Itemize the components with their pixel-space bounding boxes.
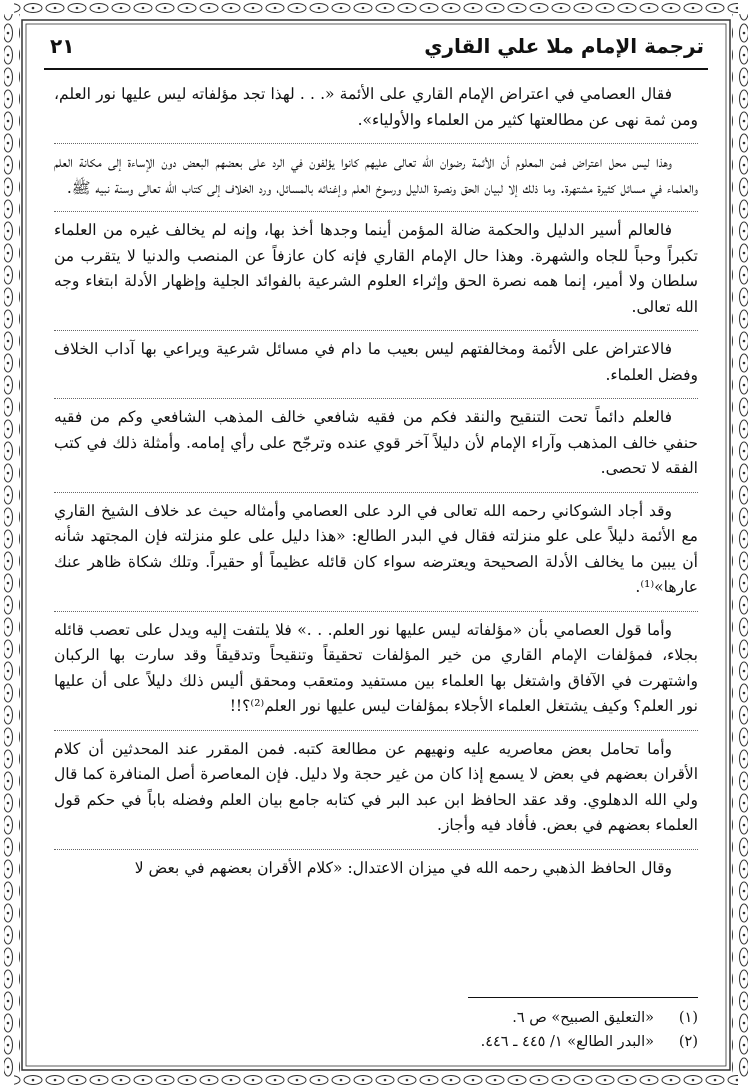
page-number: ٢١ xyxy=(50,34,75,58)
running-title: ترجمة الإمام ملا علي القاري xyxy=(424,34,704,58)
paragraph: فالاعتراض على الأئمة ومخالفتهم ليس بعيب ما دام في مسائل شرعية ويراعي بها آداب الخلاف وفضل العلماء. xyxy=(54,331,698,399)
paragraph: وقال الحافظ الذهبي رحمه الله في ميزان الاعتدال: «كلام الأقران بعضهم في بعض لا xyxy=(134,858,672,877)
text-body xyxy=(44,70,708,891)
footnote xyxy=(298,1030,698,1054)
paragraph: فالعالم أسير الدليل والحكمة ضالة المؤمن أينما وجدها أخذ بها، وإنه لم يخالف غيره من العلماء تكبراً وحباً للجاه والشهرة. وهذا حال الإمام القاري فإنه كان عازفاً عن المنصب والدنيا لا يتقرب من سلطان ولا أمير، إنما همه نصرة الحق وإثراء العلوم الشرعية بالفوائد الجلية وإظهار الأدلة ابتغاء وجه الله تعالى. xyxy=(54,212,698,331)
footnote xyxy=(298,1006,698,1030)
footnote-text: «التعليق الصبيح» ص ٦. xyxy=(512,1010,654,1026)
footnote-text: «البدر الطالع» ١/ ٤٤٥ ـ ٤٤٦. xyxy=(480,1034,654,1050)
book-page xyxy=(44,30,708,1060)
paragraph: فالعلم دائماً تحت التنقيح والنقد فكم من فقيه شافعي خالف المذهب الشافعي وكم من فقيه حنفي خالف المذهب وآراء الإمام لأن دليلاً آخر قوي عنده وترجّح على رأي إمامه. وأمثلة ذلك في كتب الفقه لا تحصى. xyxy=(54,399,698,493)
paragraph: وأما تحامل بعض معاصريه عليه ونهيهم عن مطالعة كتبه. فمن المقرر عند المحدثين أن كلام الأقران بعضهم في بعض لا يسمع إذا كان من غير حجة ولا دليل. فإن المعاصرة أصل المنافرة كما قال ولي الله الدهلوي. وقد عقد الحافظ ابن عبد البر في كتابه جامع بيان العلم وفضله باباً في حكم قول العلماء بعضهم في بعض. فأفاد فيه وأجاز. xyxy=(54,731,698,850)
footnote-number: (١) xyxy=(678,1010,698,1026)
footnotes xyxy=(298,1006,698,1054)
footnote-number: (٢) xyxy=(678,1034,698,1050)
paragraph: وقد أجاد الشوكاني رحمه الله تعالى في الرد على العصامي وأمثاله حيث عد خلاف الشيخ القاري مع الأئمة دليلاً على علو منزلته فقال في البدر الطالع: «هذا دليل على علو منزلته فإن المجتهد شأنه أن يبين ما يخالف الأدلة الصحيحة ويعترضه سواء كان قائله عظيماً أو حقيراً. وتلك شكاة ظاهر عنك عارها»⁽¹⁾. xyxy=(54,493,698,612)
paragraph: وهذا ليس محل اعتراض فمن المعلوم أن الأئمة رضوان الله تعالى عليهم كانوا يؤلفون في الرد على بعضهم البعض دون الإساءة إلى مكانة العلم والعلماء في مسائل كثيرة مشتهرة. وما ذلك إلا لبيان الحق ونصرة الدليل ورسوخ العلم وإغنائه بالمسائل، ورد الخلاف إلى كتاب الله تعالى وسنة نبيه ﷺ. xyxy=(54,144,698,212)
paragraph: فقال العصامي في اعتراض الإمام القاري على الأئمة «. . . لهذا تجد مؤلفاته ليس عليها نور العلم، ومن ثمة نهى عن مطالعتها كثير من العلماء والأولياء». xyxy=(54,76,698,144)
footnote-divider xyxy=(468,997,698,998)
page-header xyxy=(44,30,708,70)
paragraph: وأما قول العصامي بأن «مؤلفاته ليس عليها نور العلم. . .» فلا يلتفت إليه ويدل على تعصب قائله بجلاء، فمؤلفات الإمام القاري من خير المؤلفات تحقيقاً وتنقيحاً وتدقيقاً وقد سارت بها الركبان واشتهرت في الآفاق واشتغل بها العلماء بين مستفيد ومتعقب ومحقق أليس ذلك دليلاً على أن عليها نور العلم؟ وكيف يشتغل العلماء الأجلاء بمؤلفات ليس عليها نور العلم⁽²⁾؟!! xyxy=(54,612,698,731)
